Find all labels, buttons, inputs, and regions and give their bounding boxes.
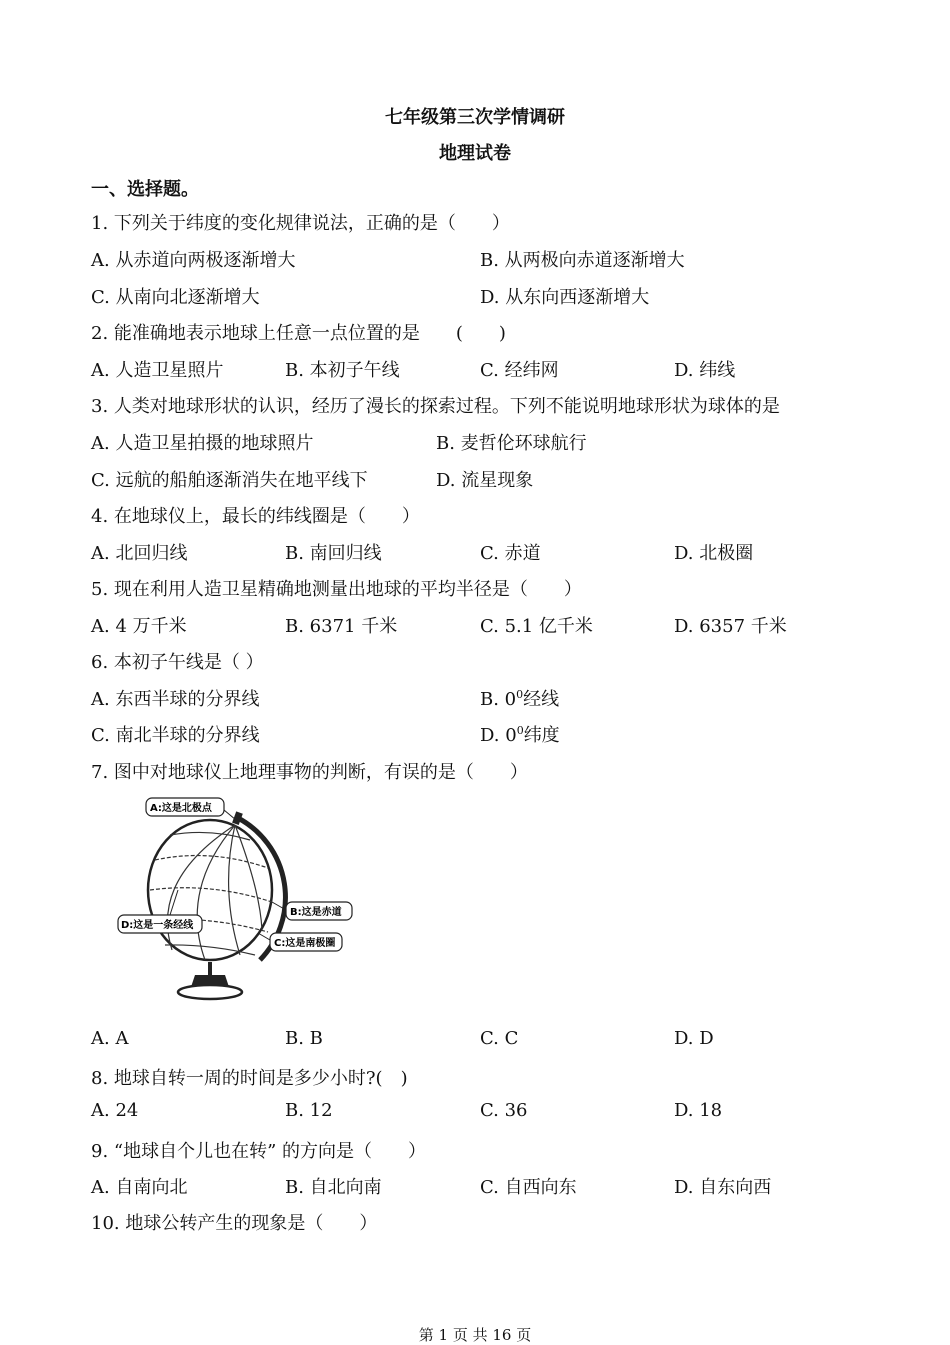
q9-option-d[interactable]: D. 自东向西 [674,1177,772,1198]
degree-sup: 0 [516,724,524,737]
q4-option-a[interactable]: A. 北回归线 [91,543,188,564]
q8-option-c[interactable]: C. 36 [480,1100,528,1121]
question-10-stem: 10. 地球公转产生的现象是（ ） [91,1213,378,1234]
q4-option-b[interactable]: B. 南回归线 [285,543,382,564]
label-a: A:这是北极点 [150,803,212,814]
q3-option-b[interactable]: B. 麦哲伦环球航行 [436,433,587,454]
exam-subtitle: 地理试卷 [439,143,511,164]
q1-option-c[interactable]: C. 从南向北逐渐增大 [91,287,260,308]
q7-option-a[interactable]: A. A [91,1028,129,1049]
q9-option-b[interactable]: B. 自北向南 [285,1177,382,1198]
q3-option-c[interactable]: C. 远航的船舶逐渐消失在地平线下 [91,470,368,491]
label-b: B:这是赤道 [290,907,342,918]
q2-option-d[interactable]: D. 纬线 [674,360,736,381]
q8-option-b[interactable]: B. 12 [285,1100,333,1121]
q9-option-c[interactable]: C. 自西向东 [480,1177,577,1198]
q1-option-d[interactable]: D. 从东向西逐渐增大 [480,287,650,308]
question-3-stem: 3. 人类对地球形状的认识，经历了漫长的探索过程。下列不能说明地球形状为球体的是 [91,396,780,417]
q6-option-a[interactable]: A. 东西半球的分界线 [91,689,260,710]
q6-option-c[interactable]: C. 南北半球的分界线 [91,725,260,746]
question-9-stem: 9. “地球自个儿也在转” 的方向是（ ） [91,1141,427,1162]
q4-option-c[interactable]: C. 赤道 [480,543,541,564]
q9-option-a[interactable]: A. 自南向北 [91,1177,188,1198]
q5-option-b[interactable]: B. 6371 千米 [285,616,398,637]
q4-option-d[interactable]: D. 北极圈 [674,543,754,564]
globe-sphere [148,820,272,960]
label-c-pointer [258,933,270,940]
q1-option-a[interactable]: A. 从赤道向两极逐渐增大 [91,250,296,271]
question-4-stem: 4. 在地球仪上，最长的纬线圈是（ ） [91,506,420,527]
q8-option-d[interactable]: D. 18 [674,1100,723,1121]
q3-option-a[interactable]: A. 人造卫星拍摄的地球照片 [91,433,314,454]
q3-option-d[interactable]: D. 流星现象 [436,470,534,491]
stand-base [178,985,242,999]
q6-option-b[interactable]: B. $0^0$经线 [480,688,560,710]
label-a-pointer [224,810,236,820]
section-title: 一、选择题。 [91,179,199,200]
q8-option-a[interactable]: A. 24 [91,1100,139,1121]
q7-option-c[interactable]: C. C [480,1028,519,1049]
question-6-stem: 6. 本初子午线是（ ） [91,652,264,673]
q5-option-d[interactable]: D. 6357 千米 [674,616,787,637]
q2-option-a[interactable]: A. 人造卫星照片 [91,360,224,381]
question-5-stem: 5. 现在利用人造卫星精确地测量出地球的平均半径是（ ） [91,579,582,600]
question-1-stem: 1. 下列关于纬度的变化规律说法，正确的是（ ） [91,213,510,234]
q5-option-c[interactable]: C. 5.1 亿千米 [480,616,593,637]
question-2-stem: 2. 能准确地表示地球上任意一点位置的是 ( ) [91,323,506,344]
q7-option-d[interactable]: D. D [674,1028,714,1049]
globe-figure [110,790,370,1005]
q2-option-b[interactable]: B. 本初子午线 [285,360,400,381]
label-c: C:这是南极圈 [274,938,336,949]
q1-option-b[interactable]: B. 从两极向赤道逐渐增大 [480,250,685,271]
q6-option-d[interactable]: D. $0^0$纬度 [480,724,560,746]
degree-sup: 0 [516,688,524,701]
exam-title: 七年级第三次学情调研 [385,107,565,128]
question-8-stem: 8. 地球自转一周的时间是多少小时?( ) [91,1068,408,1089]
page-footer: 第 1 页 共 16 页 [418,1326,532,1344]
q5-option-a[interactable]: A. 4 万千米 [91,616,187,637]
q7-option-b[interactable]: B. B [285,1028,323,1049]
q2-option-c[interactable]: C. 经纬网 [480,360,559,381]
question-7-stem: 7. 图中对地球仪上地理事物的判断，有误的是（ ） [91,762,528,783]
label-d: D:这是一条经线 [121,920,194,931]
